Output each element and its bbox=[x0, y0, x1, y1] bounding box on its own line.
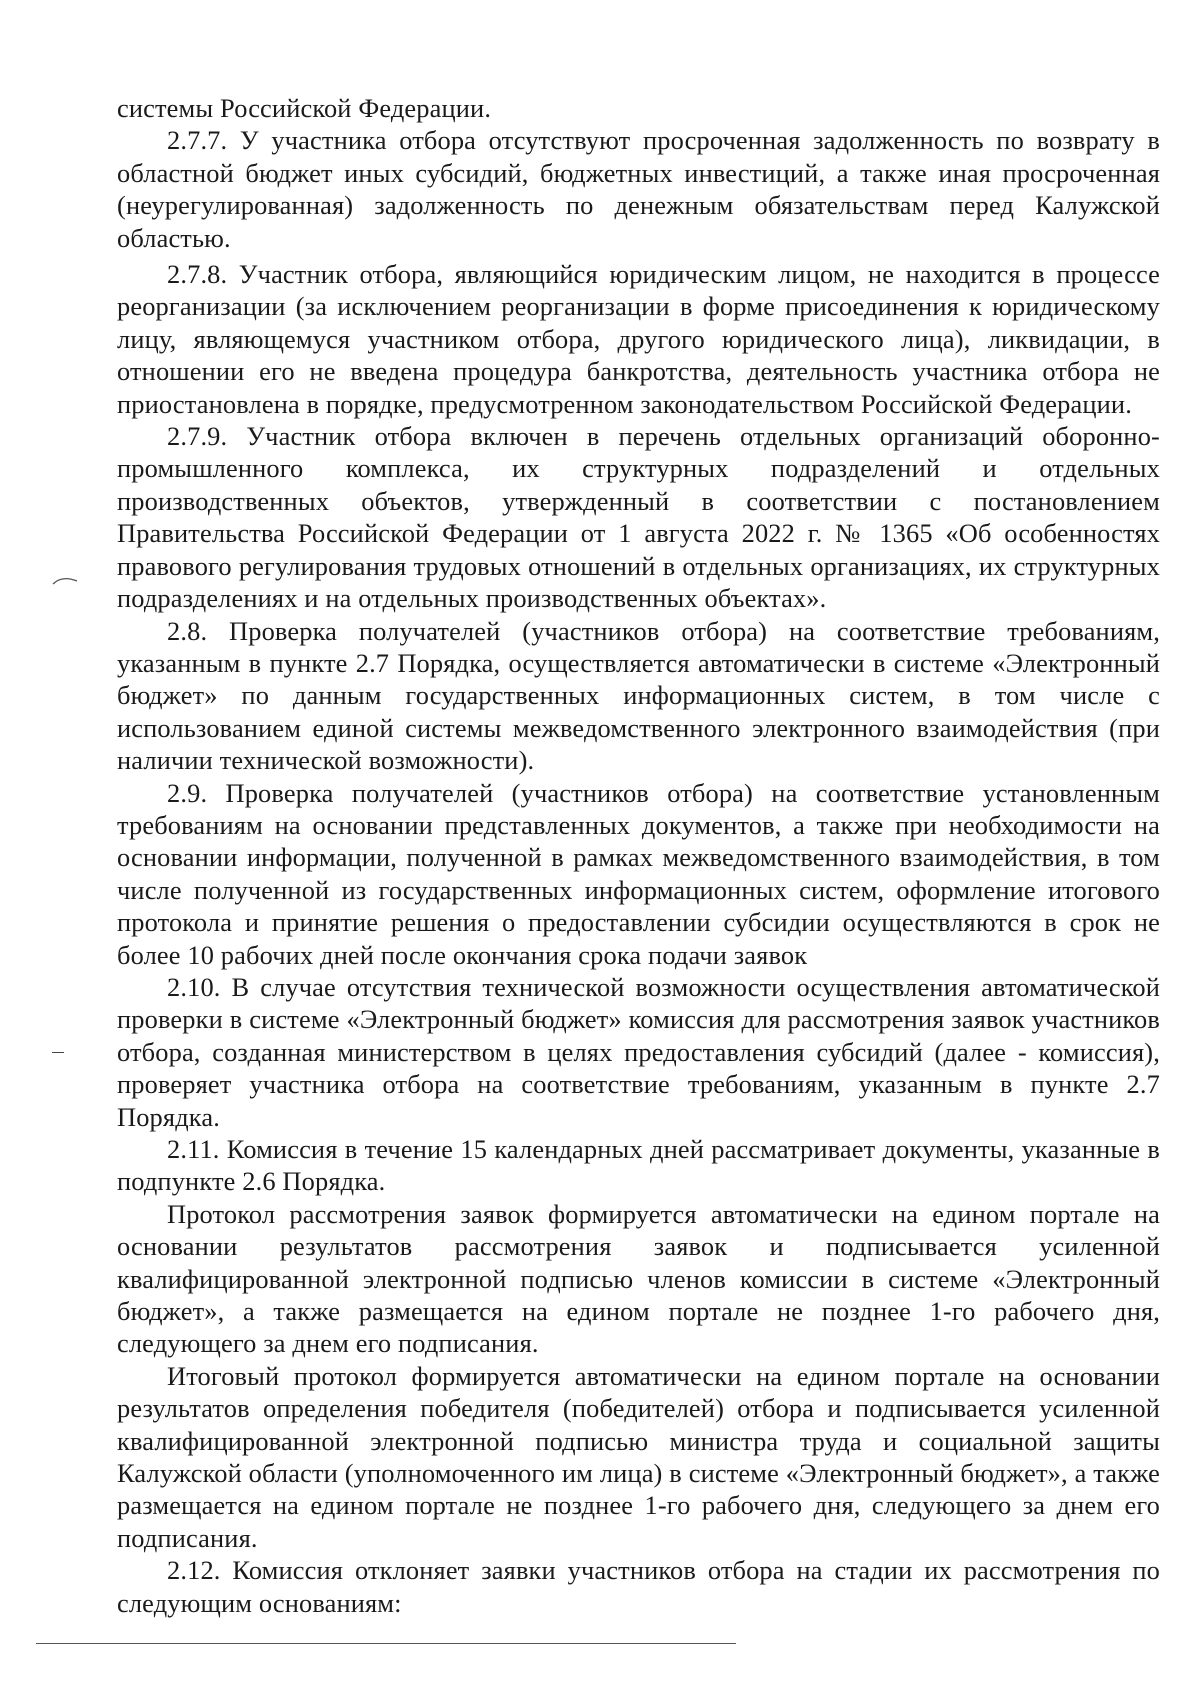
page-footer-line bbox=[36, 1643, 736, 1644]
scan-mark-icon bbox=[52, 574, 78, 586]
paragraph-continuation: системы Российской Федерации. bbox=[117, 93, 492, 123]
paragraph-2-11: 2.11. Комиссия в течение 15 календарных дней рассматривает документы, указанные в подпункте 2.6 Порядка. bbox=[117, 1134, 1160, 1197]
paragraph-2-8: 2.8. Проверка получателей (участников отбора) на соответствие требованиям, указанным в пункте 2.7 Порядка, осуществляется автоматически в системе «Электронный бюджет» по данным государственных информационных систем, в том числе с использованием единой системы межведомственного электронного взаимодействия (при наличии технической возможности). bbox=[117, 615, 1160, 776]
paragraph-2-12: 2.12. Комиссия отклоняет заявки участников отбора на стадии их рассмотрения по следующим основаниям: bbox=[117, 1555, 1160, 1618]
paragraph-final-protocol: Итоговый протокол формируется автоматически на едином портале на основании результатов определения победителя (победителей) отбора и подписывается усиленной квалифицированной электронной подписью министра труда и социальной защиты Калужской области (уполномоченного им лица) в системе «Электронный бюджет», а также размещается на едином портале не позднее 1-го рабочего дня, следующего за днем его подписания. bbox=[117, 1360, 1160, 1553]
paragraph-2-9: 2.9. Проверка получателей (участников отбора) на соответствие установленным требованиям на основании представленных документов, а также при необходимости на основании информации, полученной в рамках межведомственного взаимодействия, в том числе полученной из государственных информационных систем, оформление итогового протокола и принятие решения о предоставлении субсидии осуществляются в срок не более 10 рабочих дней после окончания срока подачи заявок bbox=[117, 777, 1160, 970]
paragraph-2-7-9: 2.7.9. Участник отбора включен в перечень отдельных организаций оборонно-промышленного комплекса, их структурных подразделений и отдельных производственных объектов, утвержденный в соответствии с постановлением Правительства Российской Федерации от 1 августа 2022 г. № 1365 «Об особенностях правового регулирования трудовых отношений в отдельных организациях, их структурных подразделениях и на отдельных производственных объектах». bbox=[117, 421, 1160, 614]
paragraph-2-7-8: 2.7.8. Участник отбора, являющийся юридическим лицом, не находится в процессе реорганизации (за исключением реорганизации в форме присоединения к юридическому лицу, являющемуся участником отбора, другого юридического лица), ликвидации, в отношении его не введена процедура банкротства, деятельность участника отбора не приостановлена в порядке, предусмотренном законодательством Российской Федерации. bbox=[117, 259, 1160, 419]
paragraph-protocol: Протокол рассмотрения заявок формируется автоматически на едином портале на основании результатов рассмотрения заявок и подписывается усиленной квалифицированной электронной подписью членов комиссии в системе «Электронный бюджет», а также размещается на едином портале не позднее 1-го рабочего дня, следующего за днем его подписания. bbox=[117, 1198, 1160, 1359]
paragraph-2-10: 2.10. В случае отсутствия технической возможности осуществления автоматической проверки в системе «Электронный бюджет» комиссия для рассмотрения заявок участников отбора, созданная министерством в целях предоставления субсидий (далее - комиссия), проверяет участника отбора на соответствие требованиям, указанным в пункте 2.7 Порядка. bbox=[117, 971, 1160, 1132]
paragraph-2-7-7: 2.7.7. У участника отбора отсутствуют просроченная задолженность по возврату в областной бюджет иных субсидий, бюджетных инвестиций, а также иная просроченная (неурегулированная) задолженность по денежным обязательствам перед Калужской областью. bbox=[117, 125, 1160, 253]
document-body bbox=[117, 92, 1160, 1619]
scan-dash-mark bbox=[52, 1052, 64, 1053]
